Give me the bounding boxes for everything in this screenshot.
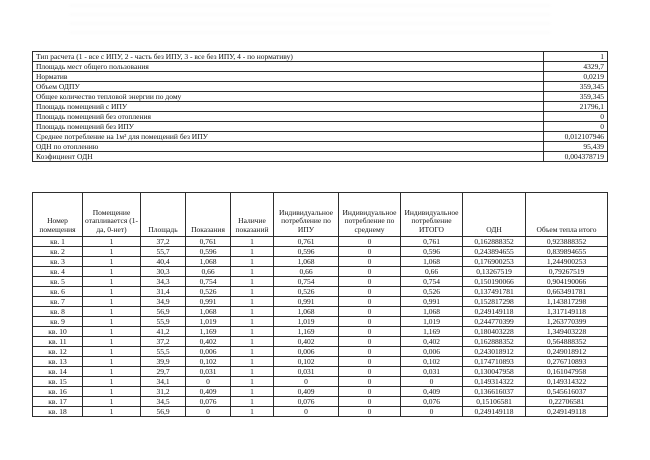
column-header: Объем тепла итого bbox=[526, 193, 608, 237]
apartment-number-cell: кв. 2 bbox=[33, 247, 83, 257]
summary-row bbox=[33, 152, 608, 162]
table-cell: 0,031 bbox=[401, 367, 463, 377]
table-cell: 0,754 bbox=[274, 277, 339, 287]
apartment-number-cell: кв. 4 bbox=[33, 267, 83, 277]
apartment-number-cell: кв. 17 bbox=[33, 397, 83, 407]
apartment-number-cell: кв. 12 bbox=[33, 347, 83, 357]
table-cell: 1 bbox=[231, 347, 274, 357]
table-cell: 0,130047958 bbox=[463, 367, 526, 377]
summary-label: Площадь мест общего пользования bbox=[33, 62, 544, 72]
table-cell: 56,9 bbox=[141, 307, 186, 317]
table-cell: 0,149314322 bbox=[526, 377, 608, 387]
table-cell: 0,243018912 bbox=[463, 347, 526, 357]
summary-value: 0 bbox=[544, 112, 608, 122]
table-cell: 0,526 bbox=[186, 287, 231, 297]
table-cell: 1,244900253 bbox=[526, 257, 608, 267]
table-cell: 1 bbox=[231, 337, 274, 347]
summary-row bbox=[33, 102, 608, 112]
table-cell: 39,9 bbox=[141, 357, 186, 367]
table-cell: 30,3 bbox=[141, 267, 186, 277]
table-cell: 41,2 bbox=[141, 327, 186, 337]
apartment-number-cell: кв. 15 bbox=[33, 377, 83, 387]
summary-label: Площадь помещений без ИПУ bbox=[33, 122, 544, 132]
table-cell: 1,169 bbox=[274, 327, 339, 337]
summary-value: 0,0219 bbox=[544, 72, 608, 82]
table-cell: 0,249149118 bbox=[526, 407, 608, 417]
table-cell: 0,596 bbox=[401, 247, 463, 257]
table-cell: 0,102 bbox=[186, 357, 231, 367]
table-cell: 1 bbox=[231, 297, 274, 307]
table-cell: 1,349403228 bbox=[526, 327, 608, 337]
column-header: Показания bbox=[186, 193, 231, 237]
table-cell: 0 bbox=[339, 247, 401, 257]
table-row bbox=[33, 247, 608, 257]
table-cell: 1 bbox=[83, 377, 141, 387]
table-cell: 1,068 bbox=[401, 257, 463, 267]
table-cell: 1 bbox=[83, 317, 141, 327]
table-cell: 0,409 bbox=[274, 387, 339, 397]
summary-row bbox=[33, 132, 608, 142]
table-cell: 1 bbox=[83, 357, 141, 367]
table-row bbox=[33, 297, 608, 307]
table-cell: 0,761 bbox=[274, 237, 339, 247]
summary-label: ОДН по отоплению bbox=[33, 142, 544, 152]
apartment-number-cell: кв. 13 bbox=[33, 357, 83, 367]
table-cell: 0,839894655 bbox=[526, 247, 608, 257]
summary-value: 1 bbox=[544, 52, 608, 62]
table-cell: 1 bbox=[231, 237, 274, 247]
table-cell: 0,276710893 bbox=[526, 357, 608, 367]
table-cell: 0 bbox=[186, 407, 231, 417]
table-cell: 0,162888352 bbox=[463, 337, 526, 347]
table-cell: 0,564888352 bbox=[526, 337, 608, 347]
table-cell: 1,068 bbox=[186, 257, 231, 267]
table-cell: 0 bbox=[339, 277, 401, 287]
table-cell: 0,402 bbox=[274, 337, 339, 347]
table-cell: 1 bbox=[83, 307, 141, 317]
table-cell: 1 bbox=[231, 397, 274, 407]
column-header: ОДН bbox=[463, 193, 526, 237]
table-cell: 1,019 bbox=[274, 317, 339, 327]
table-row bbox=[33, 347, 608, 357]
apartment-number-cell: кв. 5 bbox=[33, 277, 83, 287]
summary-value: 21796,1 bbox=[544, 102, 608, 112]
table-cell: 0,176900253 bbox=[463, 257, 526, 267]
table-cell: 0,031 bbox=[186, 367, 231, 377]
summary-label: Норматив bbox=[33, 72, 544, 82]
table-cell: 1 bbox=[83, 297, 141, 307]
table-row bbox=[33, 287, 608, 297]
table-cell: 0,991 bbox=[186, 297, 231, 307]
table-cell: 0 bbox=[274, 407, 339, 417]
table-cell: 0 bbox=[339, 387, 401, 397]
table-cell: 0,102 bbox=[401, 357, 463, 367]
table-cell: 1 bbox=[83, 407, 141, 417]
table-cell: 37,2 bbox=[141, 237, 186, 247]
table-cell: 0,596 bbox=[186, 247, 231, 257]
table-row bbox=[33, 237, 608, 247]
table-cell: 0 bbox=[339, 257, 401, 267]
table-cell: 0,006 bbox=[186, 347, 231, 357]
summary-value: 4329,7 bbox=[544, 62, 608, 72]
table-cell: 0 bbox=[339, 347, 401, 357]
table-cell: 0 bbox=[274, 377, 339, 387]
table-cell: 0,149314322 bbox=[463, 377, 526, 387]
table-cell: 0,006 bbox=[401, 347, 463, 357]
table-cell: 1 bbox=[231, 367, 274, 377]
table-cell: 1,019 bbox=[186, 317, 231, 327]
table-cell: 0,663491781 bbox=[526, 287, 608, 297]
summary-label: Тип расчета (1 - все с ИПУ, 2 - часть без ИПУ, 3 - все без ИПУ, 4 - по нормативу) bbox=[33, 52, 544, 62]
table-cell: 34,1 bbox=[141, 377, 186, 387]
table-cell: 0,991 bbox=[274, 297, 339, 307]
table-cell: 1 bbox=[231, 387, 274, 397]
table-row bbox=[33, 407, 608, 417]
table-cell: 0,991 bbox=[401, 297, 463, 307]
apartments-table bbox=[32, 192, 608, 417]
apartment-number-cell: кв. 11 bbox=[33, 337, 83, 347]
table-cell: 0,243894655 bbox=[463, 247, 526, 257]
table-cell: 55,7 bbox=[141, 247, 186, 257]
table-cell: 1 bbox=[83, 257, 141, 267]
table-cell: 0,22706581 bbox=[526, 397, 608, 407]
apartment-number-cell: кв. 18 bbox=[33, 407, 83, 417]
table-row bbox=[33, 387, 608, 397]
summary-label: Объем ОДПУ bbox=[33, 82, 544, 92]
table-cell: 0 bbox=[339, 367, 401, 377]
table-cell: 0,13267519 bbox=[463, 267, 526, 277]
summary-table bbox=[32, 51, 608, 162]
table-row bbox=[33, 367, 608, 377]
column-header: Индивидуальное потребление по среднему bbox=[339, 193, 401, 237]
apartment-number-cell: кв. 9 bbox=[33, 317, 83, 327]
table-cell: 0 bbox=[186, 377, 231, 387]
summary-label: Площадь помещений с ИПУ bbox=[33, 102, 544, 112]
table-row bbox=[33, 277, 608, 287]
table-cell: 0,402 bbox=[401, 337, 463, 347]
table-cell: 1 bbox=[83, 247, 141, 257]
table-cell: 1,169 bbox=[401, 327, 463, 337]
summary-value: 359,345 bbox=[544, 92, 608, 102]
table-row bbox=[33, 317, 608, 327]
apartment-number-cell: кв. 10 bbox=[33, 327, 83, 337]
column-header: Площадь bbox=[141, 193, 186, 237]
table-cell: 1,068 bbox=[274, 257, 339, 267]
table-cell: 1,068 bbox=[401, 307, 463, 317]
table-cell: 1,068 bbox=[186, 307, 231, 317]
table-cell: 0,102 bbox=[274, 357, 339, 367]
table-cell: 0,006 bbox=[274, 347, 339, 357]
table-row bbox=[33, 327, 608, 337]
table-cell: 1 bbox=[83, 337, 141, 347]
table-cell: 1 bbox=[83, 277, 141, 287]
summary-label: Площадь помещений без отопления bbox=[33, 112, 544, 122]
table-cell: 1 bbox=[231, 247, 274, 257]
table-cell: 0,150190066 bbox=[463, 277, 526, 287]
summary-row bbox=[33, 52, 608, 62]
summary-row bbox=[33, 72, 608, 82]
table-cell: 0,409 bbox=[401, 387, 463, 397]
table-cell: 0,526 bbox=[401, 287, 463, 297]
column-header: Наличие показаний bbox=[231, 193, 274, 237]
table-cell: 0,152817298 bbox=[463, 297, 526, 307]
table-cell: 1 bbox=[83, 347, 141, 357]
table-cell: 34,3 bbox=[141, 277, 186, 287]
table-cell: 0 bbox=[339, 337, 401, 347]
table-cell: 1 bbox=[231, 267, 274, 277]
scan-noise-artifact bbox=[70, 4, 550, 38]
table-cell: 0,409 bbox=[186, 387, 231, 397]
table-cell: 1,169 bbox=[186, 327, 231, 337]
table-cell: 1,019 bbox=[401, 317, 463, 327]
summary-value: 0,004378719 bbox=[544, 152, 608, 162]
table-cell: 0,244770399 bbox=[463, 317, 526, 327]
column-header: Номер помещения bbox=[33, 193, 83, 237]
table-cell: 0,66 bbox=[274, 267, 339, 277]
table-cell: 1,317149118 bbox=[526, 307, 608, 317]
summary-value: 359,345 bbox=[544, 82, 608, 92]
table-cell: 0,249149118 bbox=[463, 407, 526, 417]
table-cell: 0 bbox=[339, 287, 401, 297]
summary-label: Общее количество тепловой энергии по дому bbox=[33, 92, 544, 102]
table-cell: 31,4 bbox=[141, 287, 186, 297]
table-cell: 0 bbox=[401, 377, 463, 387]
table-cell: 55,5 bbox=[141, 347, 186, 357]
table-cell: 0,761 bbox=[401, 237, 463, 247]
summary-row bbox=[33, 122, 608, 132]
table-cell: 0 bbox=[339, 307, 401, 317]
table-cell: 0,076 bbox=[401, 397, 463, 407]
table-cell: 1 bbox=[231, 357, 274, 367]
apartment-number-cell: кв. 7 bbox=[33, 297, 83, 307]
table-cell: 0,137491781 bbox=[463, 287, 526, 297]
table-cell: 1,143817298 bbox=[526, 297, 608, 307]
table-cell: 1 bbox=[83, 387, 141, 397]
table-cell: 0,66 bbox=[401, 267, 463, 277]
table-cell: 0,180403228 bbox=[463, 327, 526, 337]
summary-label: Коэфициент ОДН bbox=[33, 152, 544, 162]
table-row bbox=[33, 337, 608, 347]
table-cell: 0,402 bbox=[186, 337, 231, 347]
table-cell: 0 bbox=[401, 407, 463, 417]
table-cell: 1 bbox=[83, 287, 141, 297]
table-cell: 1 bbox=[83, 397, 141, 407]
table-cell: 1 bbox=[231, 377, 274, 387]
table-cell: 1 bbox=[231, 287, 274, 297]
table-cell: 0,904190066 bbox=[526, 277, 608, 287]
table-cell: 1,068 bbox=[274, 307, 339, 317]
table-cell: 1 bbox=[231, 277, 274, 287]
apartment-number-cell: кв. 6 bbox=[33, 287, 83, 297]
table-cell: 1 bbox=[231, 407, 274, 417]
summary-value: 0 bbox=[544, 122, 608, 132]
table-cell: 0,249018912 bbox=[526, 347, 608, 357]
table-cell: 1 bbox=[83, 327, 141, 337]
column-header: Индивидуальное потребление по ИПУ bbox=[274, 193, 339, 237]
table-cell: 37,2 bbox=[141, 337, 186, 347]
summary-row bbox=[33, 62, 608, 72]
table-row bbox=[33, 257, 608, 267]
header-row bbox=[33, 193, 608, 237]
table-cell: 0 bbox=[339, 317, 401, 327]
table-row bbox=[33, 377, 608, 387]
table-cell: 1 bbox=[83, 237, 141, 247]
summary-label: Среднее потребление на 1м² для помещений без ИПУ bbox=[33, 132, 544, 142]
table-cell: 0 bbox=[339, 237, 401, 247]
table-cell: 0 bbox=[339, 407, 401, 417]
table-cell: 1 bbox=[231, 317, 274, 327]
table-row bbox=[33, 267, 608, 277]
table-cell: 0 bbox=[339, 397, 401, 407]
table-cell: 0 bbox=[339, 297, 401, 307]
table-cell: 1 bbox=[83, 367, 141, 377]
table-cell: 0,249149118 bbox=[463, 307, 526, 317]
table-cell: 0,526 bbox=[274, 287, 339, 297]
table-cell: 0,66 bbox=[186, 267, 231, 277]
apartment-number-cell: кв. 3 bbox=[33, 257, 83, 267]
apartment-number-cell: кв. 1 bbox=[33, 237, 83, 247]
summary-row bbox=[33, 142, 608, 152]
summary-row bbox=[33, 92, 608, 102]
table-cell: 0,076 bbox=[186, 397, 231, 407]
table-cell: 0,136616037 bbox=[463, 387, 526, 397]
column-header: Индивидуальное потребление ИТОГО bbox=[401, 193, 463, 237]
table-cell: 40,4 bbox=[141, 257, 186, 267]
table-cell: 0 bbox=[339, 267, 401, 277]
table-cell: 0,923888352 bbox=[526, 237, 608, 247]
table-cell: 0,754 bbox=[401, 277, 463, 287]
table-row bbox=[33, 357, 608, 367]
table-cell: 0,761 bbox=[186, 237, 231, 247]
table-cell: 1 bbox=[83, 267, 141, 277]
table-cell: 0,15106581 bbox=[463, 397, 526, 407]
table-cell: 0,545616037 bbox=[526, 387, 608, 397]
table-cell: 29,7 bbox=[141, 367, 186, 377]
summary-row bbox=[33, 112, 608, 122]
table-row bbox=[33, 397, 608, 407]
table-cell: 56,9 bbox=[141, 407, 186, 417]
table-cell: 0,596 bbox=[274, 247, 339, 257]
table-cell: 0,031 bbox=[274, 367, 339, 377]
summary-value: 95,439 bbox=[544, 142, 608, 152]
table-cell: 55,9 bbox=[141, 317, 186, 327]
table-cell: 0,162888352 bbox=[463, 237, 526, 247]
table-cell: 1,263770399 bbox=[526, 317, 608, 327]
apartment-number-cell: кв. 16 bbox=[33, 387, 83, 397]
table-cell: 0,174710893 bbox=[463, 357, 526, 367]
summary-row bbox=[33, 82, 608, 92]
table-cell: 1 bbox=[231, 257, 274, 267]
table-cell: 1 bbox=[231, 307, 274, 317]
table-cell: 0 bbox=[339, 327, 401, 337]
table-cell: 0,076 bbox=[274, 397, 339, 407]
table-cell: 0,754 bbox=[186, 277, 231, 287]
table-cell: 1 bbox=[231, 327, 274, 337]
table-cell: 31,2 bbox=[141, 387, 186, 397]
table-cell: 34,9 bbox=[141, 297, 186, 307]
table-cell: 34,5 bbox=[141, 397, 186, 407]
table-cell: 0,161047958 bbox=[526, 367, 608, 377]
table-cell: 0,79267519 bbox=[526, 267, 608, 277]
table-cell: 0 bbox=[339, 377, 401, 387]
table-row bbox=[33, 307, 608, 317]
column-header: Помещение отапливается (1-да, 0-нет) bbox=[83, 193, 141, 237]
table-cell: 0 bbox=[339, 357, 401, 367]
apartment-number-cell: кв. 14 bbox=[33, 367, 83, 377]
summary-value: 0,012107946 bbox=[544, 132, 608, 142]
apartment-number-cell: кв. 8 bbox=[33, 307, 83, 317]
